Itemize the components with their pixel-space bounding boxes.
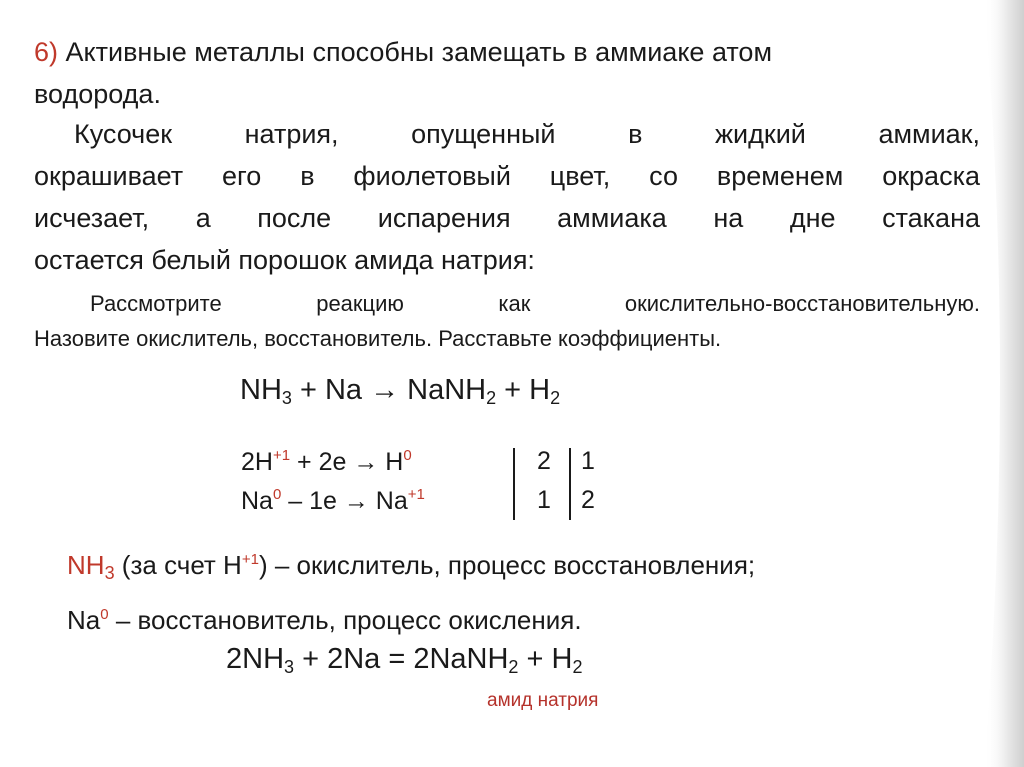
coefficient-row-1: 1 [581,447,595,475]
conclusion-paragraph [67,539,987,641]
balance-divider-2 [569,448,571,520]
description-paragraph [34,113,980,281]
bal2-na-oxstate: 0 [272,486,282,503]
oxidant-text-a: (за счет H [114,550,242,580]
balance-row-oxidation [241,486,425,516]
bal2-na: Na [241,487,273,515]
intro-line-2: водорода. [34,79,161,109]
oxidant-text-b: ) – окислитель, процесс восстановления; [258,550,756,580]
reaction-equation [240,374,560,409]
oxidant-sub: 3 [104,563,115,583]
reductant-text: – восстановитель, процесс окисления. [108,605,582,635]
eq-h: + H [496,374,551,406]
intro-text-1: Активные металлы способны замещать в аммиаке атом [58,37,773,67]
description-line-2: окрашивает его в фиолетовый цвет, со временем окраска [34,161,980,191]
task-line-1: Рассмотрите реакцию как окислительно-восстановительную. [90,291,980,316]
eq-na-arrow: + Na → NaNH [291,374,487,406]
final-nh: 2NH [226,643,285,675]
intro-line-1 [34,31,980,73]
reductant-formula: Na [67,605,101,635]
final-h-sub: 2 [572,657,583,677]
eq-nh: NH [240,374,282,406]
bal2-na-ion-oxstate: +1 [407,486,425,503]
bal2-half: – 1e → Na [281,487,408,515]
task-line-2: Назовите окислитель, восстановитель. Расставьте коэффициенты. [34,326,722,351]
balance-row-reduction [241,447,412,477]
bal1-h: 2H [241,448,273,476]
conclusion-oxidant [67,539,987,594]
electrons-row-2: 1 [537,486,551,514]
description-line-1: Кусочек натрия, опущенный в жидкий аммиак, [74,119,980,149]
electrons-row-1: 2 [537,447,551,475]
eq-nanh-sub: 2 [486,388,497,408]
task-paragraph [34,286,980,356]
description-line-3: исчезает, а после испарения аммиака на дне стакана [34,203,980,233]
eq-h-sub: 2 [550,388,561,408]
description-line-4: остается белый порошок амида натрия: [34,245,535,275]
oxidant-formula: NH [67,550,105,580]
bal1-half: + 2e → H [290,448,404,476]
oxidant-oxstate: +1 [241,551,259,568]
final-nh-sub: 3 [284,657,295,677]
final-h: + H [518,643,573,675]
item-number: 6) [34,37,59,67]
bal1-h-oxstate: +1 [272,447,291,464]
final-nanh-sub: 2 [508,657,519,677]
balanced-equation [226,643,582,678]
conclusion-reductant [67,594,987,641]
coefficient-row-2: 2 [581,486,595,514]
sodium-amide-label: амид натрия [487,690,599,711]
final-na: + 2Na = 2NaNH [294,643,509,675]
eq-nh-sub: 3 [281,388,292,408]
bal1-h2-oxstate: 0 [403,447,412,464]
intro-paragraph [34,31,980,115]
balance-divider-1 [513,448,515,520]
reductant-oxstate: 0 [100,606,109,623]
